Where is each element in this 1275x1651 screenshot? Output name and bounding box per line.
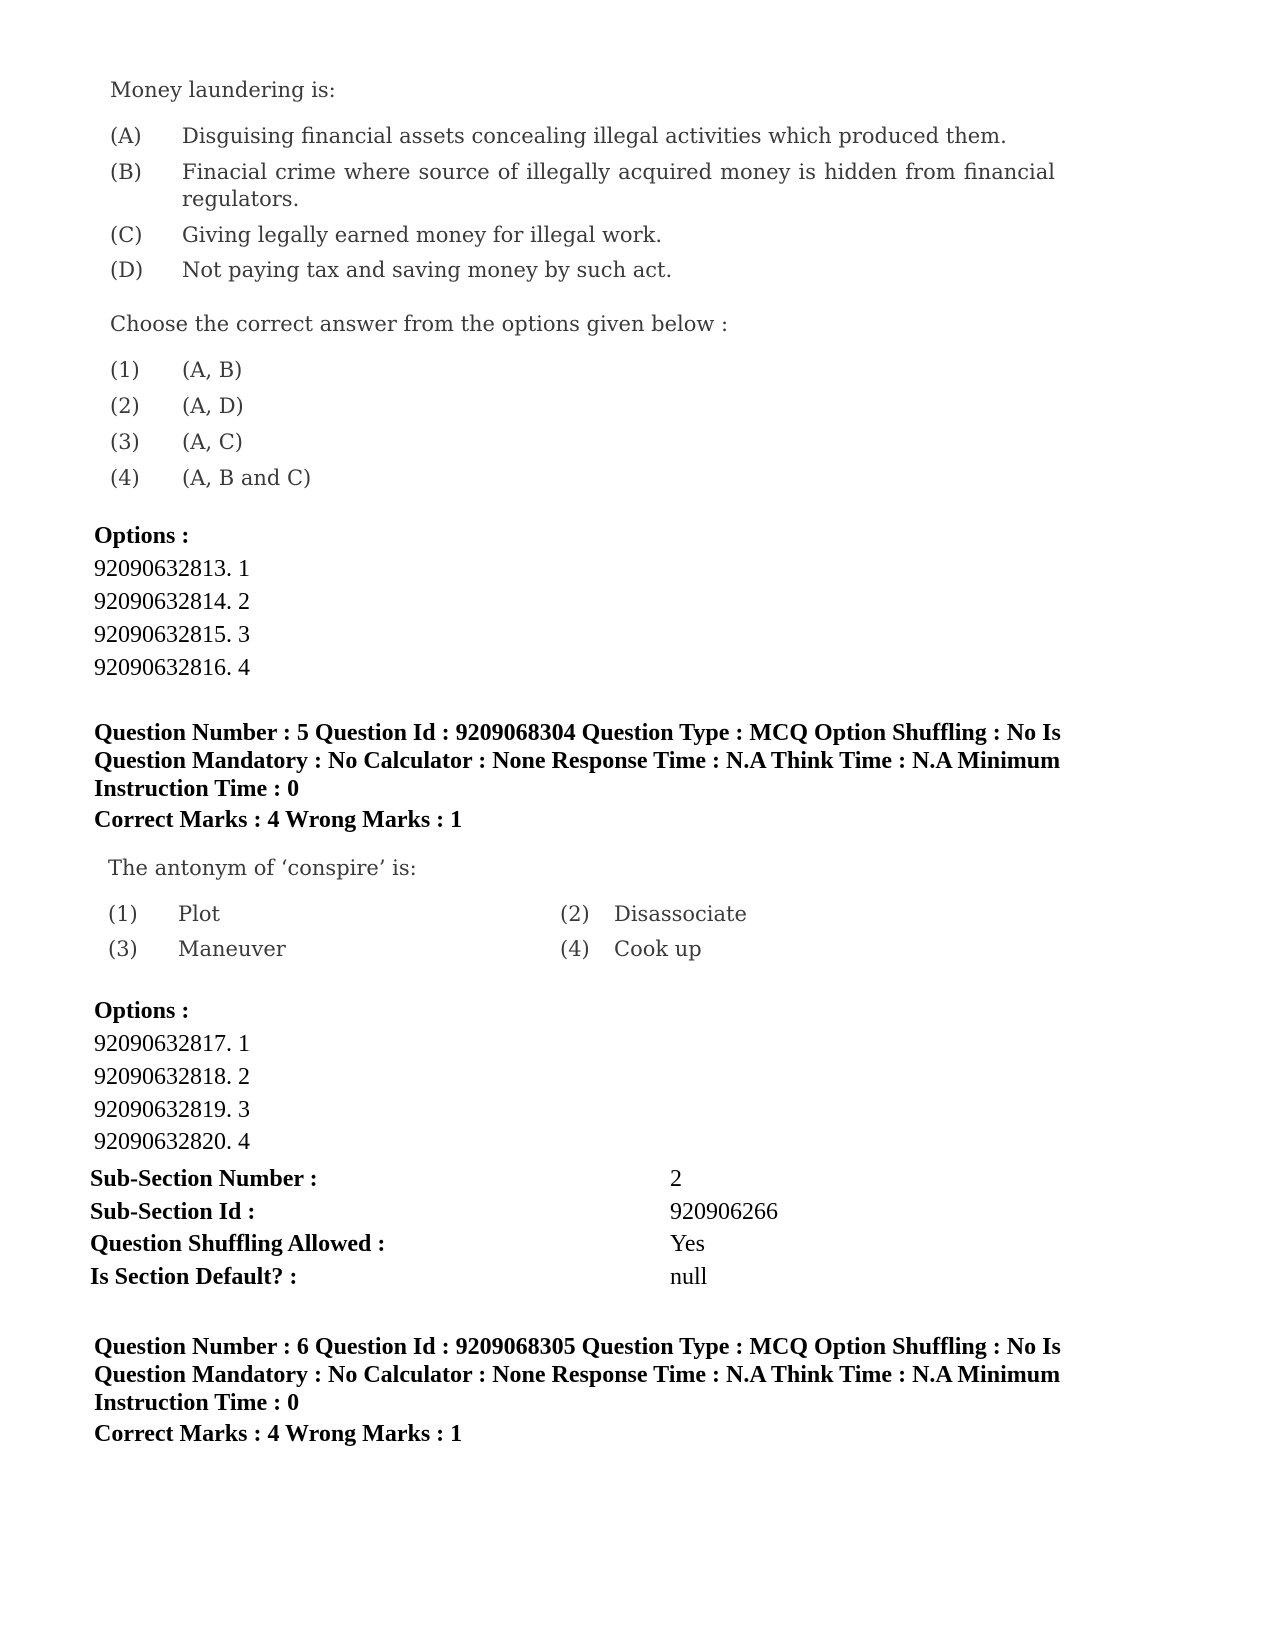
q4-option-item: 92090632816. 4 [94, 655, 250, 681]
q4-statement-text: Disguising financial assets concealing illegal activities which produced them. [182, 124, 1007, 148]
q4-statement-label: (C) [110, 223, 143, 247]
q4-choice-text: (A, B) [182, 358, 243, 382]
q5-meta-line: Instruction Time : 0 [94, 776, 300, 802]
q4-choice-label: (3) [110, 430, 140, 454]
q4-choice-text: (A, B and C) [182, 466, 312, 490]
q5-stem: The antonym of ‘conspire’ is: [108, 856, 417, 880]
q4-choice-label: (1) [110, 358, 140, 382]
q4-statement-label: (D) [110, 258, 144, 282]
q5-choice-label: (3) [108, 937, 138, 961]
subsection-value: 920906266 [670, 1199, 778, 1225]
q4-statement-label: (A) [110, 124, 142, 148]
q4-statement-text: Finacial crime where source of illegally acquired money is hidden from financial [182, 160, 1055, 184]
q4-option-item: 92090632814. 2 [94, 589, 250, 615]
q5-options-heading: Options : [94, 998, 190, 1024]
q4-choice-label: (4) [110, 466, 140, 490]
q5-choice-label: (4) [560, 937, 590, 961]
q4-choice-text: (A, D) [182, 394, 244, 418]
q5-option-item: 92090632818. 2 [94, 1064, 250, 1090]
subsection-key: Question Shuffling Allowed : [90, 1231, 386, 1257]
q5-meta-line: Question Number : 5 Question Id : 9209068304 Question Type : MCQ Option Shuffling : No Is [94, 720, 1061, 746]
q4-option-item: 92090632813. 1 [94, 556, 250, 582]
q5-choice-text: Cook up [614, 937, 702, 961]
subsection-key: Sub-Section Id : [90, 1199, 256, 1225]
q5-meta [94, 719, 1124, 803]
subsection-key: Is Section Default? : [90, 1264, 298, 1290]
q5-marks: Correct Marks : 4 Wrong Marks : 1 [94, 807, 463, 833]
subsection-value: null [670, 1264, 708, 1290]
q6-marks: Correct Marks : 4 Wrong Marks : 1 [94, 1421, 463, 1447]
q4-statement-label: (B) [110, 160, 142, 184]
q5-choice-text: Plot [178, 902, 220, 926]
q4-instruction: Choose the correct answer from the options given below : [110, 312, 729, 336]
subsection-value: 2 [670, 1166, 682, 1192]
q5-choice-label: (1) [108, 902, 138, 926]
q4-stem: Money laundering is: [110, 78, 336, 102]
q5-option-item: 92090632820. 4 [94, 1129, 250, 1155]
q4-option-item: 92090632815. 3 [94, 622, 250, 648]
subsection-key: Sub-Section Number : [90, 1166, 318, 1192]
subsection-value: Yes [670, 1231, 705, 1257]
q5-choice-label: (2) [560, 902, 590, 926]
q6-meta-line: Instruction Time : 0 [94, 1390, 300, 1416]
q6-meta-line: Question Number : 6 Question Id : 9209068305 Question Type : MCQ Option Shuffling : No Is [94, 1334, 1061, 1360]
q4-choice-text: (A, C) [182, 430, 243, 454]
q4-options-heading: Options : [94, 523, 190, 549]
q5-choice-text: Disassociate [614, 902, 747, 926]
q5-option-item: 92090632817. 1 [94, 1031, 250, 1057]
q4-statement-text: Not paying tax and saving money by such act. [182, 258, 673, 282]
q4-statement-text-cont: regulators. [182, 187, 300, 211]
q5-option-item: 92090632819. 3 [94, 1097, 250, 1123]
q4-statement-text: Giving legally earned money for illegal work. [182, 223, 663, 247]
q5-choice-text: Maneuver [178, 937, 286, 961]
q5-meta-line: Question Mandatory : No Calculator : None Response Time : N.A Think Time : N.A Minimum [94, 748, 1061, 774]
q4-choice-label: (2) [110, 394, 140, 418]
q6-meta-line: Question Mandatory : No Calculator : None Response Time : N.A Think Time : N.A Minimum [94, 1362, 1061, 1388]
q6-meta [94, 1333, 1124, 1417]
